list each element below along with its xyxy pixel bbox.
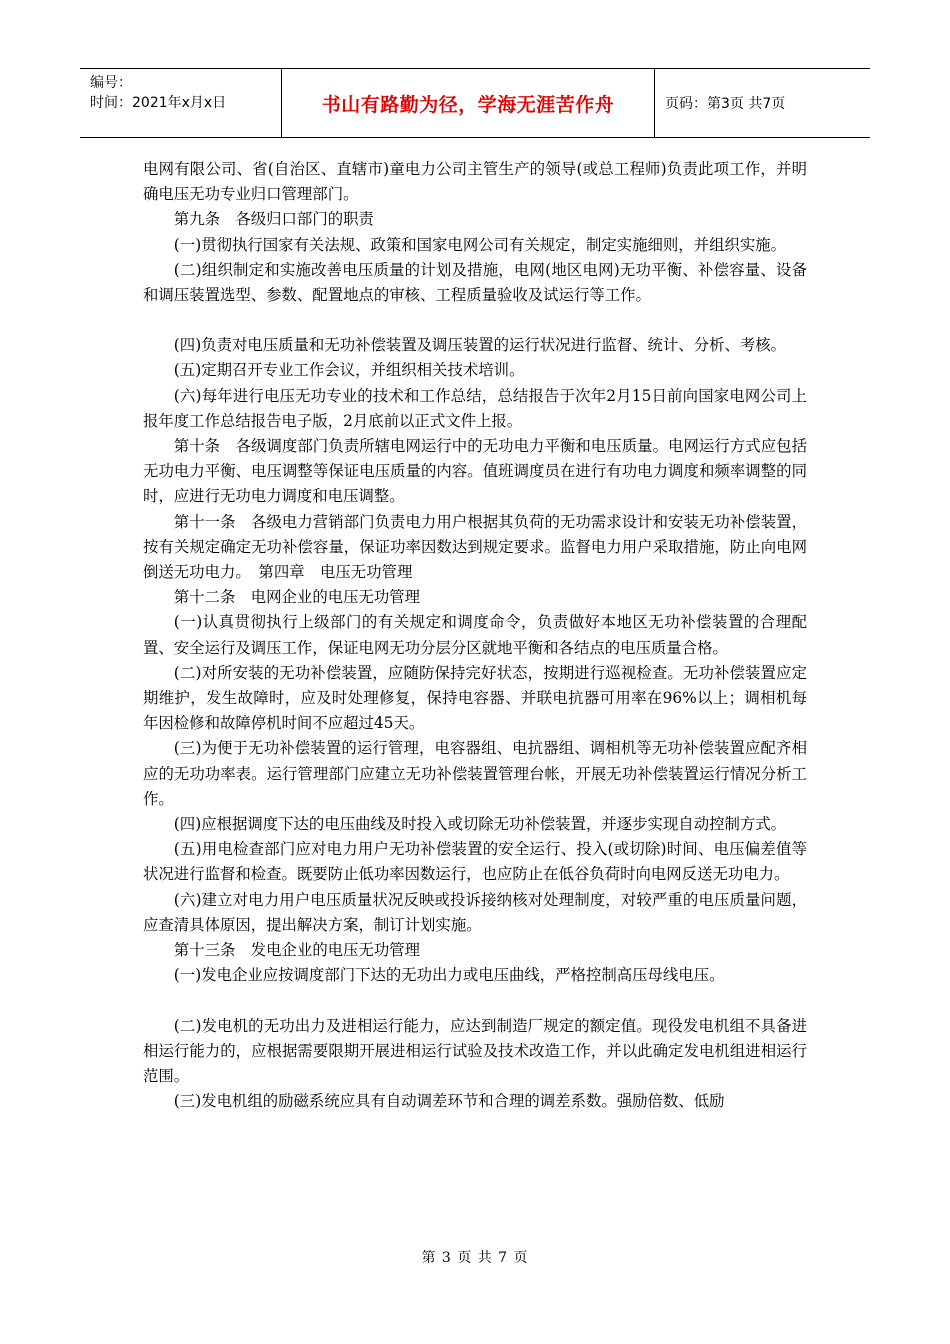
article-paragraph: 第十条 各级调度部门负责所辖电网运行中的无功电力平衡和电压质量。电网运行方式应包括无功电力平衡、电压调整等保证电压质量的内容。值班调度员在进行有功电力调度和频率调整的同时，应进行无功电力调度和电压调整。: [143, 437, 807, 506]
header-meta: [80, 69, 282, 137]
page-header: [80, 68, 870, 138]
article-paragraph: 第十一条 各级电力营销部门负责电力用户根据其负荷的无功需求设计和安装无功补偿装置，按有关规定确定无功补偿容量，保证功率因数达到规定要求。监督电力用户采取措施，防止向电网倒送无功电力。 第四章 电压无功管理: [143, 512, 807, 582]
body-paragraph: (三)发电机组的励磁系统应具有自动调差环节和合理的调差系数。强励倍数、低励: [173, 1092, 725, 1111]
article-heading: 第十三条 发电企业的电压无功管理: [173, 941, 421, 960]
body-paragraph: (二)发电机的无功出力及进相运行能力，应达到制造厂规定的额定值。现役发电机组不具备进相运行能力的，应根据需要限期开展进相运行试验及技术改造工作，并以此确定发电机组进相运行范围。: [143, 1016, 807, 1085]
body-paragraph: (一)贯彻执行国家有关法规、政策和国家电网公司有关规定，制定实施细则，并组织实施。: [173, 235, 787, 254]
body-paragraph: (二)组织制定和实施改善电压质量的计划及措施，电网(地区电网)无功平衡、补偿容量、设备和调压装置选型、参数、配置地点的审核、工程质量验收及试运行等工作。: [143, 260, 807, 305]
article-heading: 第十二条 电网企业的电压无功管理: [173, 588, 421, 607]
body-paragraph: (六)建立对电力用户电压质量状况反映或投诉接纳核对处理制度，对较严重的电压质量问题，应查清具体原因，提出解决方案，制订计划实施。: [143, 890, 807, 934]
body-paragraph: (一)认真贯彻执行上级部门的有关规定和调度命令，负责做好本地区无功补偿装置的合理配置、安全运行及调压工作，保证电网无功分层分区就地平衡和各结点的电压质量合格。: [143, 613, 807, 657]
body-paragraph: (三)为便于无功补偿装置的运行管理，电容器组、电抗器组、调相机等无功补偿装置应配齐相应的无功功率表。运行管理部门应建立无功补偿装置管理台帐，开展无功补偿装置运行情况分析工作。: [143, 739, 807, 808]
body-paragraph: (四)应根据调度下达的电压曲线及时投入或切除无功补偿装置，并逐步实现自动控制方式。: [173, 815, 787, 834]
header-motto: 书山有路勤为径，学海无涯苦作舟: [282, 69, 655, 137]
body-paragraph: 电网有限公司、省(自治区、直辖市)童电力公司主管生产的领导(或总工程师)负责此项工作，并明确电压无功专业归口管理部门。: [143, 160, 807, 204]
body-paragraph: (五)定期召开专业工作会议，并组织相关技术培训。: [173, 361, 525, 380]
body-paragraph: (五)用电检查部门应对电力用户无功补偿装置的安全运行、投入(或切除)时间、电压偏差值等状况进行监督和检查。既要防止低功率因数运行，也应防止在低谷负荷时向电网反送无功电力。: [143, 840, 807, 884]
body-paragraph: (六)每年进行电压无功专业的技术和工作总结，总结报告于次年2月15日前向国家电网公司上报年度工作总结报告电子版，2月底前以正式文件上报。: [143, 386, 807, 430]
document-date-label: 时间：2021年x月x日: [90, 95, 227, 111]
body-paragraph: (二)对所安装的无功补偿装置，应随防保持完好状态，按期进行巡视检查。无功补偿装置应定期维护，发生故障时，应及时处理修复，保持电容器、并联电抗器可用率在96%以上；调相机每年因检修和故障停机时间不应超过45天。: [143, 663, 807, 733]
header-page-info: 页码：第3页 共7页: [665, 96, 786, 112]
article-heading: 第九条 各级归口部门的职责: [173, 210, 374, 229]
body-paragraph: (一)发电企业应按调度部门下达的无功出力或电压曲线，严格控制高压母线电压。: [173, 966, 725, 985]
body-paragraph: (四)负责对电压质量和无功补偿装置及调压装置的运行状况进行监督、统计、分析、考核。: [173, 336, 787, 355]
page-footer: 第 3 页 共 7 页: [421, 1250, 529, 1266]
document-body: [143, 157, 807, 1114]
document-number-label: 编号：: [90, 75, 132, 91]
